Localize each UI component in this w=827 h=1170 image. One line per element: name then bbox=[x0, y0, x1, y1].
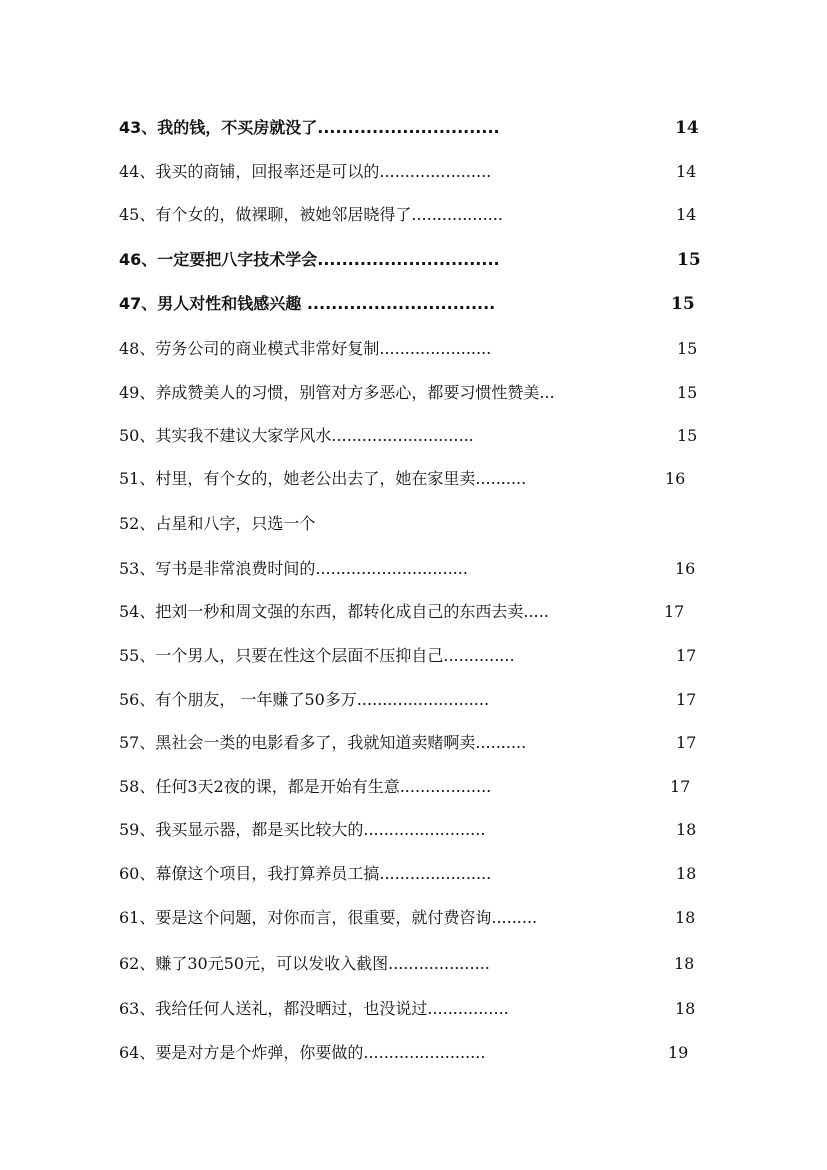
toc-entry-page: 19 bbox=[668, 1043, 689, 1062]
toc-entry-page: 17 bbox=[676, 646, 697, 665]
toc-entry-page: 18 bbox=[675, 999, 696, 1018]
toc-entry-page: 14 bbox=[676, 162, 697, 181]
toc-entry-title: 49、养成赞美人的习惯，别管对方多恶心，都要习惯性赞美... bbox=[119, 383, 555, 402]
toc-entry[interactable] bbox=[119, 817, 709, 843]
toc-entry-title: 46、一定要把八字技术学会.............................. bbox=[119, 250, 500, 269]
toc-entry-page: 17 bbox=[676, 690, 697, 709]
toc-entry[interactable] bbox=[119, 774, 709, 800]
toc-entry[interactable] bbox=[119, 1040, 709, 1066]
toc-entry-page: 14 bbox=[676, 205, 697, 224]
toc-entry[interactable] bbox=[119, 291, 709, 317]
toc-entry-title: 47、男人对性和钱感兴趣 ............................... bbox=[119, 294, 496, 313]
toc-entry-title: 53、写书是非常浪费时间的.............................. bbox=[119, 559, 468, 578]
toc-entry[interactable] bbox=[119, 951, 709, 977]
toc-entry[interactable] bbox=[119, 380, 709, 406]
toc-entry-title: 63、我给任何人送礼，都没晒过，也没说过................ bbox=[119, 999, 509, 1018]
toc-entry-page: 18 bbox=[674, 954, 695, 973]
toc-entry-title: 61、要是这个问题，对你而言，很重要，就付费咨询......... bbox=[119, 908, 538, 927]
toc-entry-page: 15 bbox=[671, 294, 695, 314]
toc-entry-title: 52、占星和八字，只选一个 bbox=[119, 514, 316, 533]
toc-entry-title: 58、任何3天2夜的课，都是开始有生意.................. bbox=[119, 777, 492, 796]
toc-entry-title: 56、有个朋友， 一年赚了50多万.......................... bbox=[119, 690, 490, 709]
toc-entry[interactable] bbox=[119, 556, 709, 582]
toc-entry-title: 62、赚了30元50元，可以发收入截图.................... bbox=[119, 954, 490, 973]
toc-entry-page: 15 bbox=[677, 250, 701, 270]
toc-entry-title: 48、劳务公司的商业模式非常好复制...................... bbox=[119, 339, 492, 358]
toc-entry[interactable] bbox=[119, 247, 709, 273]
toc-entry[interactable] bbox=[119, 643, 709, 669]
toc-entry[interactable] bbox=[119, 730, 709, 756]
toc-entry[interactable] bbox=[119, 599, 709, 625]
toc-entry-title: 57、黑社会一类的电影看多了，我就知道卖赌啊卖.......... bbox=[119, 733, 527, 752]
toc-entry[interactable] bbox=[119, 511, 709, 537]
toc-entry-page: 15 bbox=[677, 339, 698, 358]
toc-entry-page: 14 bbox=[675, 118, 699, 138]
toc-entry[interactable] bbox=[119, 861, 709, 887]
toc-entry-page: 18 bbox=[675, 908, 696, 927]
toc-entry-page: 15 bbox=[677, 426, 698, 445]
toc-entry-title: 43、我的钱，不买房就没了.............................. bbox=[119, 118, 500, 137]
toc-entry[interactable] bbox=[119, 466, 709, 492]
toc-entry-title: 44、我买的商铺，回报率还是可以的...................... bbox=[119, 162, 492, 181]
toc-entry-title: 50、其实我不建议大家学风水............................ bbox=[119, 426, 474, 445]
toc-entry-title: 60、幕僚这个项目，我打算养员工搞...................... bbox=[119, 864, 492, 883]
toc-entry-title: 55、一个男人，只要在性这个层面不压抑自己.............. bbox=[119, 646, 515, 665]
toc-entry[interactable] bbox=[119, 905, 709, 931]
toc-entry-page: 18 bbox=[676, 820, 697, 839]
toc-entry-title: 51、村里，有个女的，她老公出去了，她在家里卖.......... bbox=[119, 469, 527, 488]
toc-entry-page: 18 bbox=[676, 864, 697, 883]
toc-entry-page: 16 bbox=[665, 469, 686, 488]
toc-entry[interactable] bbox=[119, 336, 709, 362]
toc-entry[interactable] bbox=[119, 687, 709, 713]
toc-entry-title: 64、要是对方是个炸弹，你要做的........................ bbox=[119, 1043, 486, 1062]
toc-entry[interactable] bbox=[119, 159, 709, 185]
toc-entry-page: 17 bbox=[670, 777, 691, 796]
toc-entry[interactable] bbox=[119, 115, 709, 141]
toc-entry-page: 15 bbox=[677, 383, 698, 402]
toc-entry-page: 16 bbox=[675, 559, 696, 578]
toc-entry-page: 17 bbox=[664, 602, 685, 621]
toc-entry-page: 17 bbox=[676, 733, 697, 752]
toc-entry[interactable] bbox=[119, 423, 709, 449]
toc-entry[interactable] bbox=[119, 202, 709, 228]
toc-entry[interactable] bbox=[119, 996, 709, 1022]
toc-entry-title: 45、有个女的，做裸聊，被她邻居晓得了.................. bbox=[119, 205, 503, 224]
toc-entry-title: 54、把刘一秒和周文强的东西，都转化成自己的东西去卖..... bbox=[119, 602, 549, 621]
toc-entry-title: 59、我买显示器，都是买比较大的........................ bbox=[119, 820, 486, 839]
